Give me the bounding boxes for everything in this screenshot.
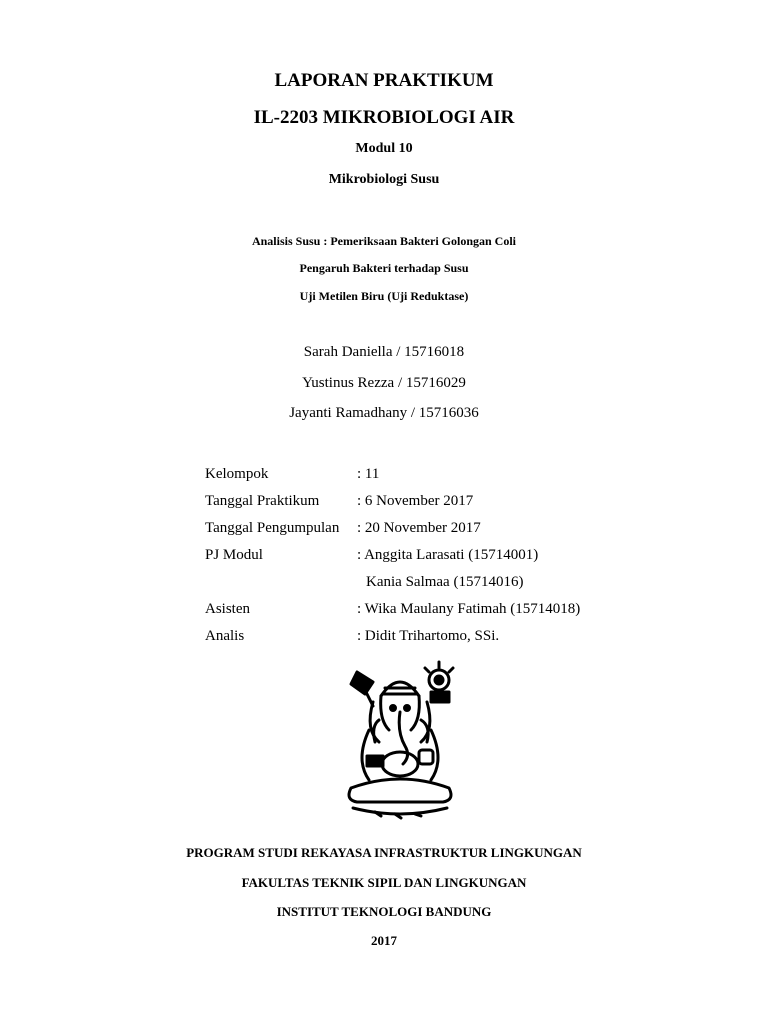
info-value: : Anggita Larasati (15714001) xyxy=(357,547,539,563)
institut: INSTITUT TEKNOLOGI BANDUNG xyxy=(276,904,492,919)
subtitle-pengaruh-bakteri: Pengaruh Bakteri terhadap Susu xyxy=(299,261,469,275)
module-title: Mikrobiologi Susu xyxy=(328,172,440,187)
course-title: IL-2203 MIKROBIOLOGI AIR xyxy=(253,107,515,128)
subtitle-analisis-susu: Analisis Susu : Pemeriksaan Bakteri Golongan Coli xyxy=(251,234,517,248)
ganesha-logo-icon xyxy=(335,660,465,825)
info-value: Kania Salmaa (15714016) xyxy=(366,574,524,590)
info-label: Asisten xyxy=(205,601,250,617)
program-studi: PROGRAM STUDI REKAYASA INFRASTRUKTUR LINGKUNGAN xyxy=(186,845,582,860)
info-value: : 11 xyxy=(357,466,380,482)
itb-ganesha-logo xyxy=(335,660,465,825)
info-label: Tanggal Praktikum xyxy=(205,493,320,509)
info-value: : Didit Trihartomo, SSi. xyxy=(357,628,500,644)
year: 2017 xyxy=(371,933,397,948)
info-value: : 20 November 2017 xyxy=(357,520,481,536)
info-value: : 6 November 2017 xyxy=(357,493,474,509)
info-label: Analis xyxy=(205,628,245,644)
module-number: Modul 10 xyxy=(355,141,413,156)
info-label: Tanggal Pengumpulan xyxy=(205,520,340,536)
subtitle-uji-metilen-biru: Uji Metilen Biru (Uji Reduktase) xyxy=(299,289,469,303)
info-label: PJ Modul xyxy=(205,547,263,563)
report-title: LAPORAN PRAKTIKUM xyxy=(274,70,494,91)
author-3: Jayanti Ramadhany / 15716036 xyxy=(289,405,479,421)
author-2: Yustinus Rezza / 15716029 xyxy=(302,375,466,391)
fakultas: FAKULTAS TEKNIK SIPIL DAN LINGKUNGAN xyxy=(241,875,527,890)
info-label: Kelompok xyxy=(205,466,269,482)
author-1: Sarah Daniella / 15716018 xyxy=(303,344,465,360)
info-value: : Wika Maulany Fatimah (15714018) xyxy=(357,601,581,617)
